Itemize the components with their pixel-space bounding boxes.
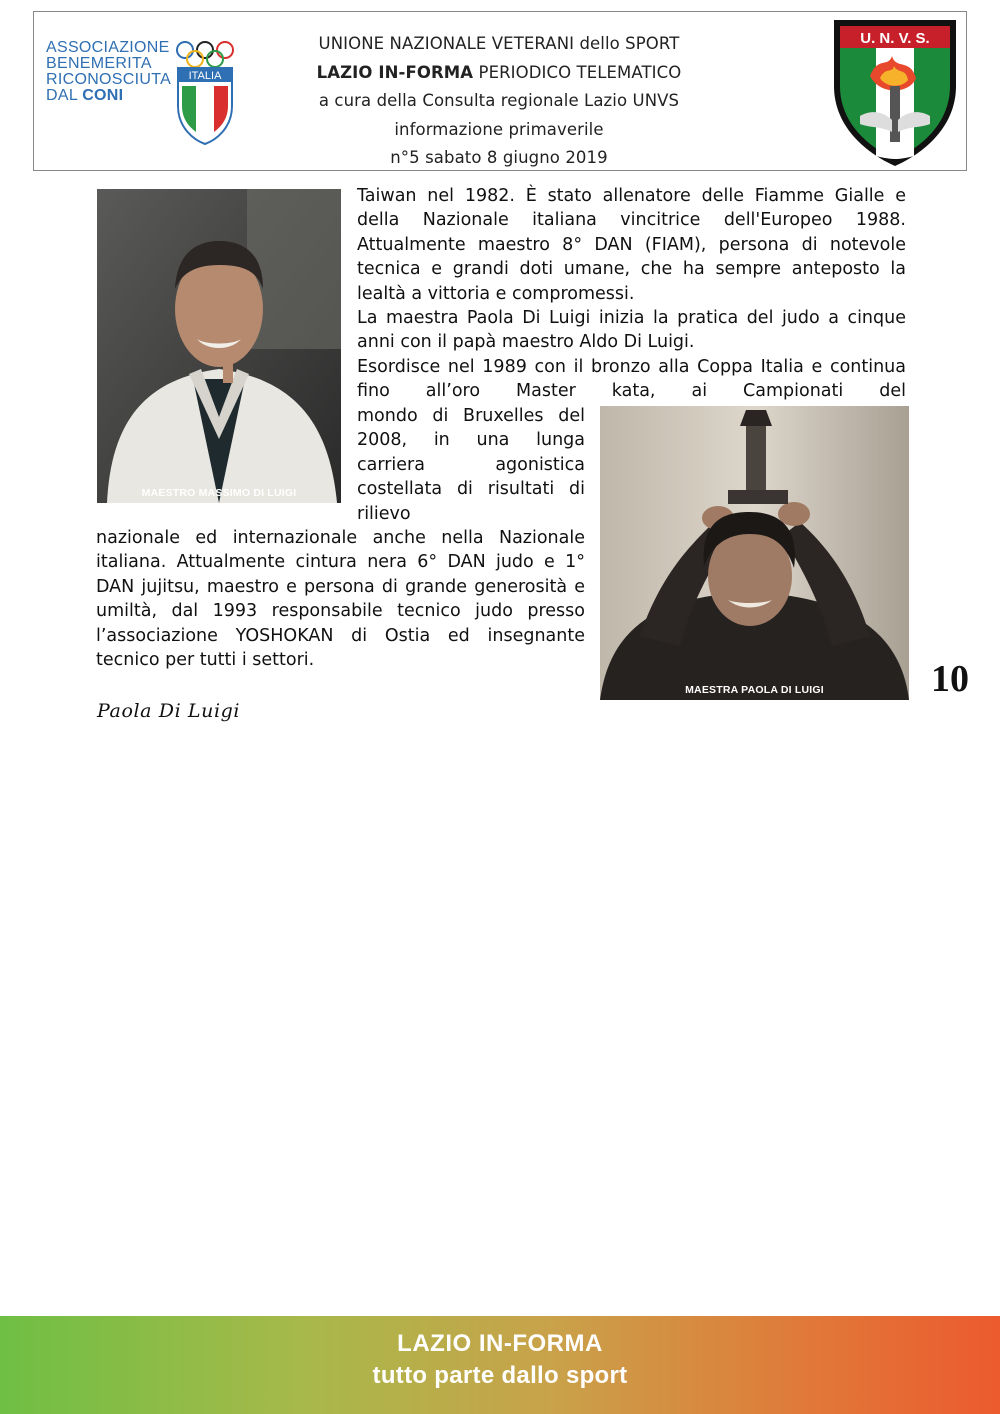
article-paragraph-3-end: nazionale ed internazionale anche nella Nazionale italiana. Attualmente cintura nera 6° DAN judo e 1° DAN jujitsu, maestro e persona di grande generosità e umiltà, dal 1993 responsabile tecnico judo presso l’associazione YOSHOKAN di Ostia ed insegnante tecnico per tutti i settori. xyxy=(96,528,585,671)
photo-paola-di-luigi xyxy=(600,406,909,700)
article-paragraph-1: Taiwan nel 1982. È stato allenatore delle Fiamme Gialle e della Nazionale italiana vincitrice dell'Europeo 1988. Attualmente maestro 8° DAN (FIAM), persona di notevole tecnica e grandi doti umane, che ha sempre anteposto la lealtà a vittoria e compromessi. xyxy=(357,186,906,304)
footer-title: LAZIO IN-FORMA xyxy=(397,1330,603,1357)
photo-caption-1: MAESTRO MASSIMO DI LUIGI xyxy=(141,487,297,499)
footer-subtitle: tutto parte dallo sport xyxy=(372,1362,628,1389)
header-line-4: informazione primaverile xyxy=(394,119,604,139)
svg-text:ITALIA: ITALIA xyxy=(188,70,222,82)
article-paragraph-3: Esordisce nel 1989 con il bronzo alla Coppa Italia e continua fino all’oro Master kata, ai Campionati del xyxy=(357,356,906,402)
coni-line-2: BENEMERITA xyxy=(46,55,152,72)
article-paragraph-2: La maestra Paola Di Luigi inizia la pratica del judo a cinque anni con il papà maestro Aldo Di Luigi. xyxy=(357,308,906,353)
coni-line-1: ASSOCIAZIONE xyxy=(46,39,170,56)
header-line-2: LAZIO IN-FORMA PERIODICO TELEMATICO xyxy=(316,62,682,82)
svg-text:U. N. V. S.: U. N. V. S. xyxy=(860,30,930,47)
article-text-top xyxy=(357,184,906,404)
article-text-bottom xyxy=(96,526,585,672)
portrait-man-image xyxy=(97,189,341,503)
italia-shield-icon xyxy=(176,66,234,146)
header-line-1: UNIONE NAZIONALE VETERANI dello SPORT xyxy=(318,34,680,53)
photo-caption-2: MAESTRA PAOLA DI LUIGI xyxy=(685,684,824,696)
coni-logo xyxy=(46,40,246,150)
portrait-woman-trophy-image xyxy=(600,406,909,700)
article-paragraph-3-cont: mondo di Bruxelles del 2008, in una lunga carriera agonistica costellata di risultati di rilievo xyxy=(357,406,585,524)
coni-line-3: RICONOSCIUTA xyxy=(46,71,172,88)
coni-logo-text xyxy=(46,40,171,104)
coni-line-4: DAL CONI xyxy=(46,87,124,104)
unvs-shield-logo xyxy=(830,16,960,168)
page-header xyxy=(33,11,967,171)
page-footer xyxy=(0,1316,1000,1414)
photo-massimo-di-luigi xyxy=(97,189,341,503)
article-signature: Paola Di Luigi xyxy=(97,700,241,722)
article-text-middle xyxy=(357,404,585,526)
header-line-3: a cura della Consulta regionale Lazio UNVS xyxy=(318,91,680,110)
header-title-block xyxy=(234,30,764,173)
header-line-5: n°5 sabato 8 giugno 2019 xyxy=(390,148,608,167)
page-number: 10 xyxy=(931,658,969,700)
